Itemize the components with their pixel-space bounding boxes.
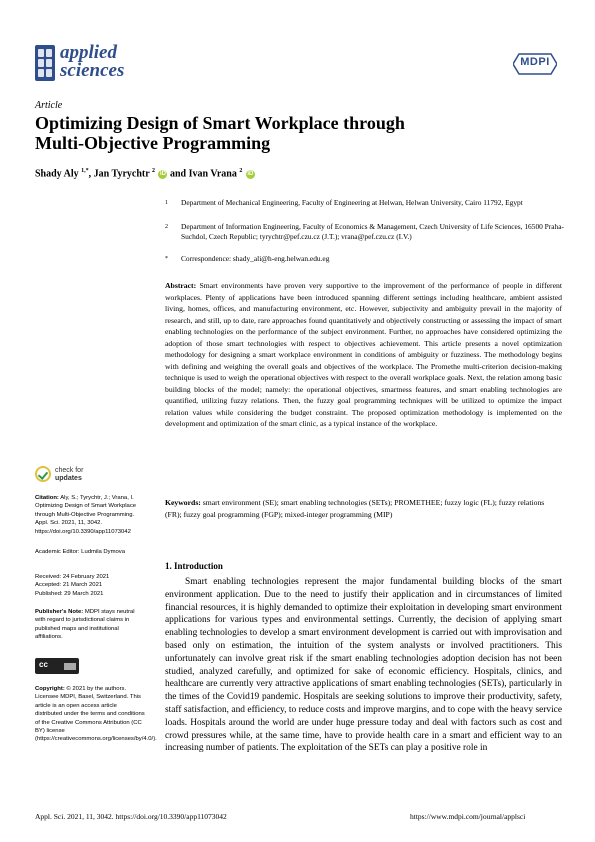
intro-body	[165, 576, 562, 755]
orcid-icon[interactable]: iD	[159, 170, 166, 177]
affiliation-number: 1	[165, 200, 168, 206]
check-updates-line2: updates	[55, 475, 82, 482]
affiliation-number: *	[165, 256, 168, 262]
affiliation-text: Department of Mechanical Engineering, Faculty of Engineering at Helwan, Helwan University, Cairo 11792, Egypt	[181, 198, 523, 207]
journal-name-line1: applied	[60, 42, 117, 63]
keywords-text: smart environment (SE); smart enabling technologies (SETs); PROMETHEE; fuzzy logic (FL); fuzzy relations (FR); fuzzy goal programming (FGP); mixed-integer programming (MIP)	[165, 498, 545, 519]
publisher-name: MDPI	[520, 56, 550, 68]
article-type: Article	[35, 100, 63, 111]
keywords	[165, 497, 562, 520]
abstract-label: Abstract:	[165, 281, 197, 290]
author-affil-sup: 1,*	[81, 168, 89, 174]
author-separator: ,	[88, 168, 92, 180]
copyright	[35, 685, 157, 744]
affiliation-text: Correspondence: shady_ali@h-eng.helwan.edu.eg	[181, 254, 330, 263]
footer-journal-link[interactable]: https://www.mdpi.com/journal/applsci	[410, 812, 526, 821]
citation	[35, 494, 145, 536]
publisher-note	[35, 608, 145, 642]
orcid-icon[interactable]: iD	[247, 170, 254, 177]
affiliation-2	[165, 222, 565, 242]
affiliation-number: 2	[165, 224, 168, 230]
citation-text: Aly, S.; Tyrychtr, J.; Vrana, I. Optimizing Design of Smart Workplace through Multi-Objective Programming. Appl. Sci. 2021, 11, 3042. https://doi.org/10.3390/app11073042	[35, 495, 137, 535]
journal-name-line2: sciences	[60, 60, 125, 81]
publisher-note-text: MDPI stays neutral with regard to jurisdictional claims in published maps and institutional affiliations.	[35, 609, 135, 641]
author-name: Shady Aly	[35, 168, 79, 180]
keywords-label: Keywords:	[165, 498, 201, 507]
check-updates-line1: check for	[55, 467, 84, 474]
journal-logo-grid	[38, 49, 52, 77]
footer-citation: Appl. Sci. 2021, 11, 3042. https://doi.org/10.3390/app11073042	[35, 812, 227, 821]
page-title: Optimizing Design of Smart Workplace through Multi-Objective Programming	[35, 113, 405, 153]
author-name: Jan Tyrychtr	[93, 168, 150, 180]
abstract	[165, 280, 562, 430]
citation-label: Citation:	[35, 495, 59, 501]
academic-editor: Academic Editor: Ludmila Dymova	[35, 549, 126, 555]
cc-license-icon[interactable]	[35, 658, 79, 674]
check-updates-text	[55, 467, 83, 483]
author-list	[35, 168, 255, 179]
published-date: Published: 29 March 2021	[35, 590, 104, 597]
author-conjunction: and	[169, 168, 187, 180]
author-name: Ivan Vrana	[188, 168, 237, 180]
abstract-text: Smart environments have proven very supportive to the improvement of the performance of people in different workplaces. Plenty of applications have been introduced spanning different settings including healthcare, ambient assisted living, homes, offices, and manufacturing environment, etc. However, subjectivity and ambiguity prevail in the majority of research, and still, up to date, rare approaches found quantitatively and objectively constructing or assessing the impact of smart enabling technologies on the performance of the subject environment. Further, no approaches have considered optimizing the adoption of those smart technologies with respect to objectives achievement. This article presents a novel optimization methodology for designing a smart workplace environment in conditions of ambiguity or fuzziness. The methodology begins with defining and weighing the overall goals and objectives of the workplace. The Promethe multi-criterion decision-making technique is used to weigh the operational objectives with respect to the overall workplace goals. Next, the relation among basic building blocks of the model; namely: the operational objectives, smartness features, and smart enabling technologies are quantified, utilizing fuzzy relations. Then, the fuzzy goal programming techniques will be utilized to optimize the impact relation values while considering the budget constraint. The proposed optimization methodology is implemented on the development and optimization of the smart clinic, as a typical instance of the workplace.	[165, 281, 562, 428]
affiliation-1	[165, 198, 565, 208]
received-date: Received: 24 February 2021	[35, 574, 110, 580]
dates	[35, 573, 145, 598]
author-affil-sup: 2	[151, 168, 155, 174]
copyright-label: Copyright:	[35, 686, 65, 692]
correspondence	[165, 254, 565, 264]
cc-label: cc	[39, 660, 48, 669]
cc-by-icon	[64, 663, 76, 670]
publisher-logo	[513, 52, 557, 76]
author-affil-sup: 2	[239, 168, 243, 174]
accepted-date: Accepted: 21 March 2021	[35, 582, 103, 589]
journal-name	[60, 44, 124, 80]
copyright-text: © 2021 by the authors. Licensee MDPI, Basel, Switzerland. This article is an open access article distributed under the terms and conditions of the Creative Commons Attribution (CC BY) license (https://creativecommons.org/licenses/by/4.0/).	[35, 686, 157, 743]
section-heading: 1. Introduction	[165, 561, 223, 571]
check-updates-icon	[35, 466, 51, 482]
publisher-note-label: Publisher's Note:	[35, 609, 84, 615]
affiliation-text: Department of Information Engineering, Faculty of Economics & Management, Czech University of Life Sciences, 16500 Praha-Suchdol, Czech Republic; tyrychtr@pef.czu.cz (J.T.); vrana@pef.czu.cz (I.V.)	[181, 222, 564, 241]
intro-paragraph: Smart enabling technologies represent the major fundamental building blocks of the smart environment application. Due to the need to justify their application and in circumstances of limited financial resources, it is highly demanded to optimize their exploitation in developing smart environment applications for various types and environmental settings. Currently, the decision of applying smart enabling technologies to develop a smart environment development is carried out with improvisation and based only on estimation, the intuition of the system analysts or involved practitioners. This unfortunately can involve great risk if the smart enabling technologies adoption decision has not been studied, analyzed carefully, and optimized for sake of economic efficiency. Hospitals, clinics, and healthcare are currently very attractive applications of smart enabling technologies (SETs), particularly in the times of the Covid19 pandemic. Hospitals are seeking solutions to improve their productivity, safety, staff satisfaction, and efficiency, to reduce costs and improve margins, and to cope with the heavy service loads. Hospitals around the world are under huge pressure today and deal with factors such as cost and crowd pressures while, at the same time, have to provide health care in a smart and efficient way to an increasing number of patients. The exploitation of the SETs can play a positive role in	[165, 577, 562, 754]
